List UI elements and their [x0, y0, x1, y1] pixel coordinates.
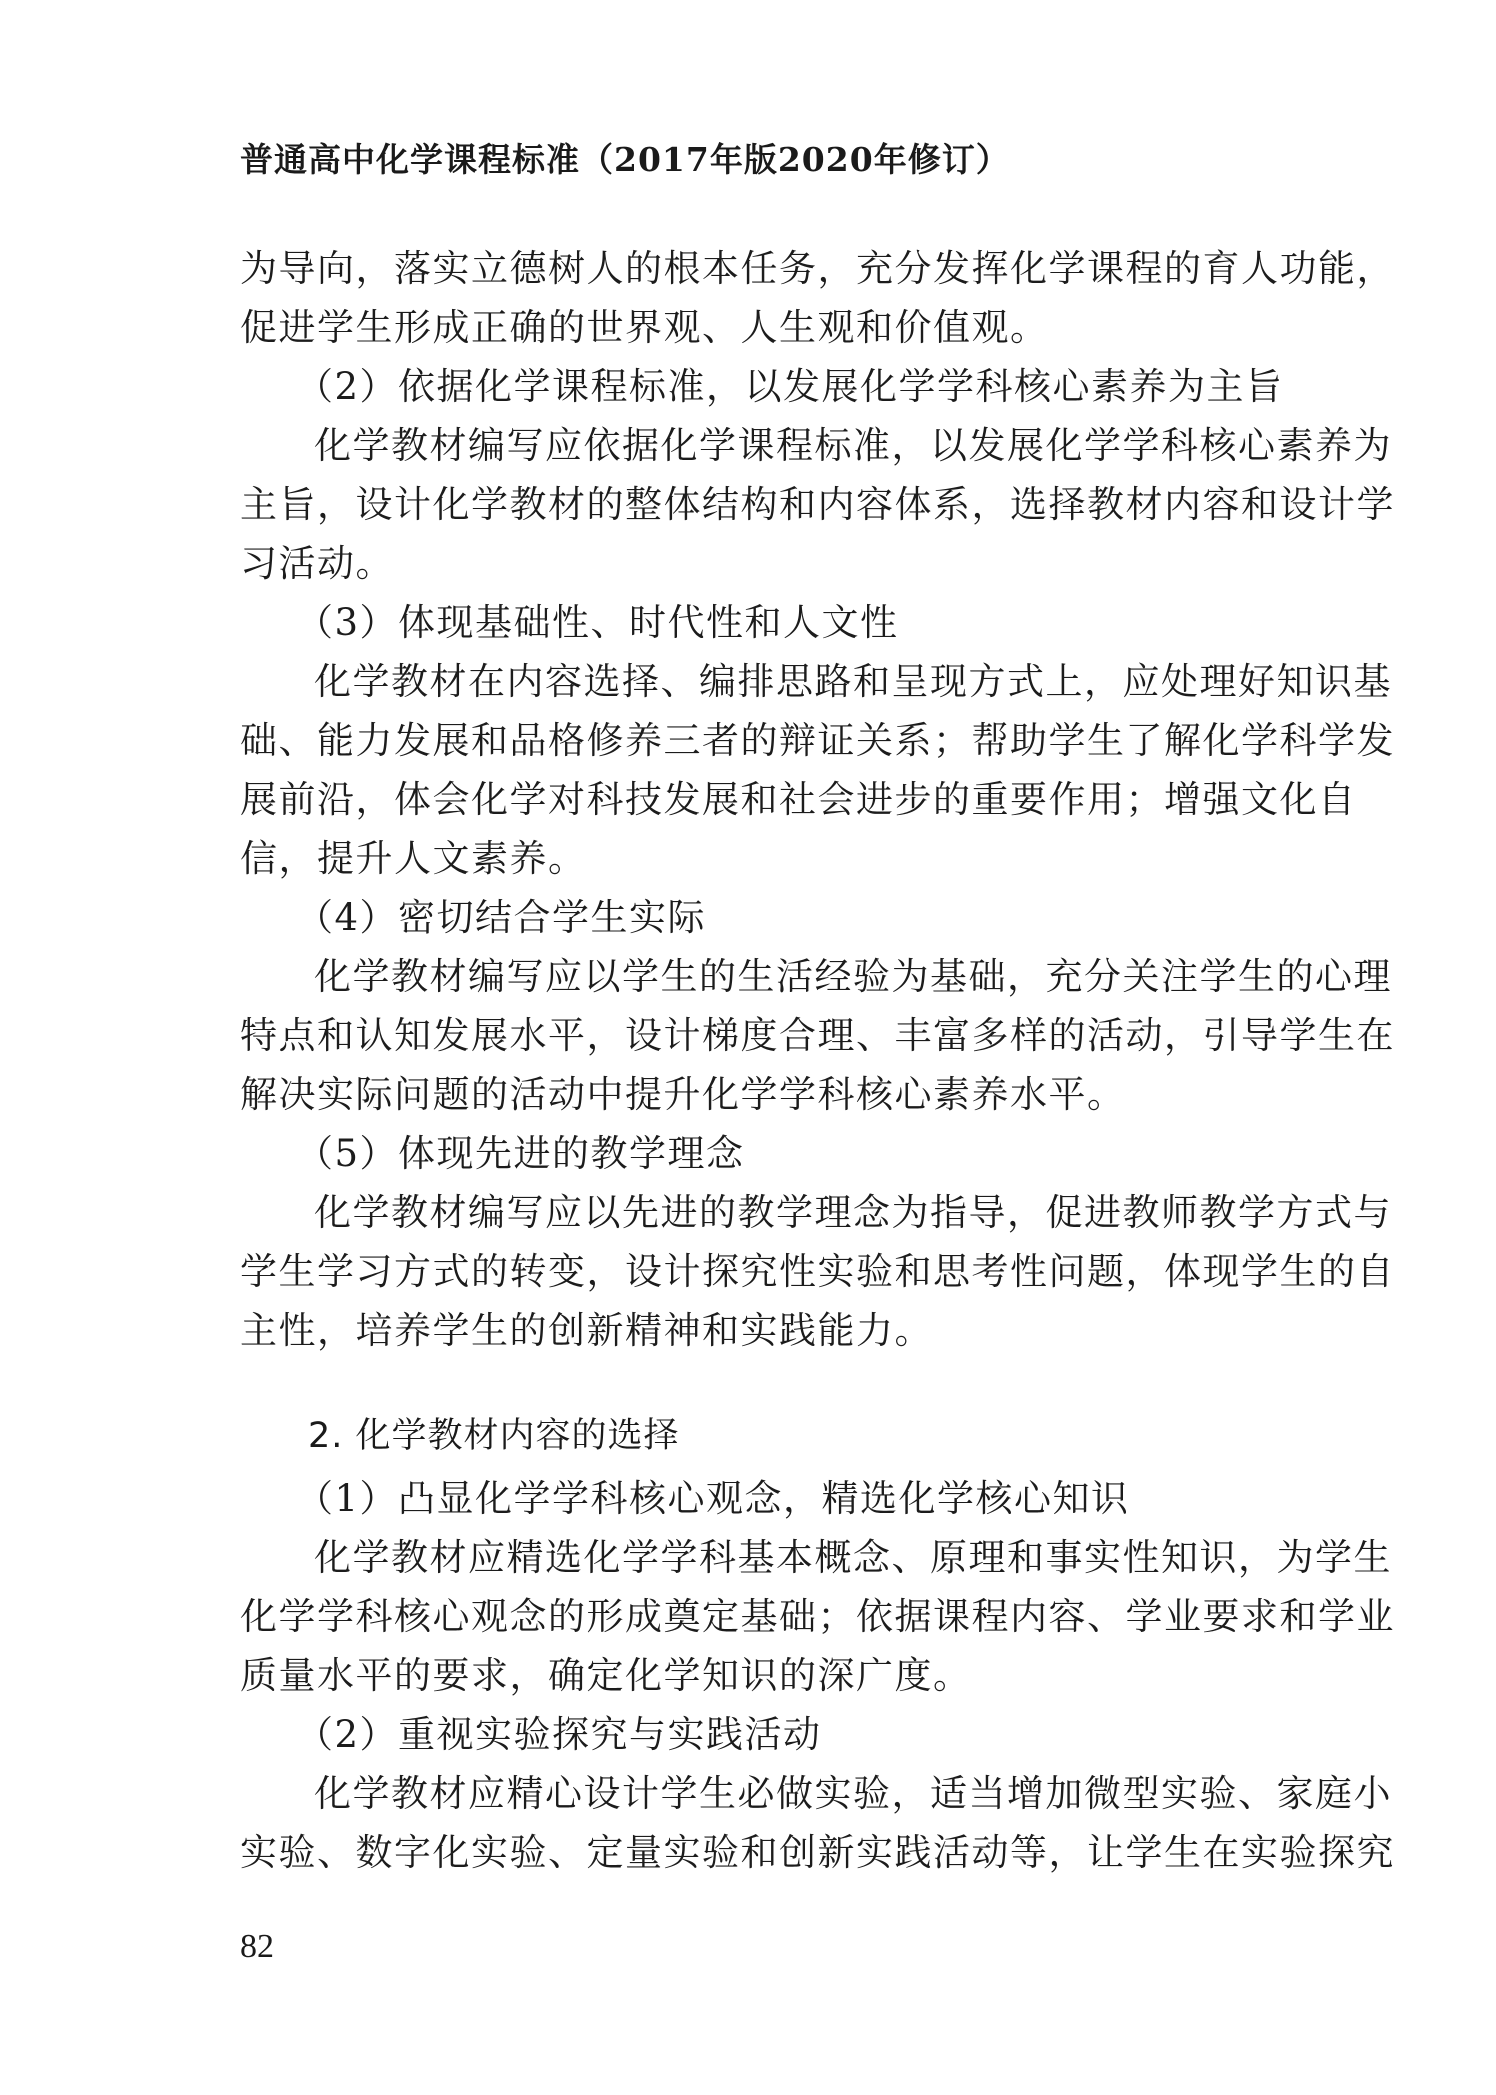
paragraph-line: 化学教材编写应依据化学课程标准，以发展化学学科核心素养为: [314, 424, 1392, 467]
paragraph-line: 主旨，设计化学教材的整体结构和内容体系，选择教材内容和设计学: [240, 483, 1395, 526]
paragraph-line: 化学教材编写应以先进的教学理念为指导，促进教师教学方式与: [314, 1191, 1392, 1234]
body-text: [240, 239, 1395, 1882]
paragraph-line: 化学教材编写应以学生的生活经验为基础，充分关注学生的心理: [314, 955, 1392, 998]
paragraph-line: 化学教材在内容选择、编排思路和呈现方式上，应处理好知识基: [314, 660, 1392, 703]
page-number: 82: [240, 1928, 274, 1965]
paragraph-line: 主性，培养学生的创新精神和实践能力。: [240, 1309, 933, 1352]
section-spacer: [240, 1360, 1256, 1404]
paragraph-line: 学生学习方式的转变，设计探究性实验和思考性问题，体现学生的自: [240, 1250, 1395, 1293]
paragraph-line: 解决实际问题的活动中提升化学学科核心素养水平。: [240, 1073, 1126, 1116]
paragraph-line: 化学学科核心观念的形成奠定基础；依据课程内容、学业要求和学业: [240, 1595, 1395, 1638]
subsection-heading: （5）体现先进的教学理念: [296, 1132, 745, 1175]
subsection-heading: （3）体现基础性、时代性和人文性: [296, 601, 899, 644]
paragraph-line: 质量水平的要求，确定化学知识的深广度。: [240, 1654, 972, 1697]
paragraph-line: 促进学生形成正确的世界观、人生观和价值观。: [240, 306, 1049, 349]
subsection-heading: （2）重视实验探究与实践活动: [296, 1713, 822, 1756]
paragraph-line: 习活动。: [240, 542, 394, 585]
paragraph-line: 化学教材应精心设计学生必做实验，适当增加微型实验、家庭小: [314, 1772, 1392, 1815]
subsection-heading: （1）凸显化学学科核心观念，精选化学核心知识: [296, 1477, 1130, 1520]
section-heading: 2. 化学教材内容的选择: [308, 1416, 680, 1456]
subsection-heading: （4）密切结合学生实际: [296, 896, 707, 939]
paragraph-line: 化学教材应精选化学学科基本概念、原理和事实性知识，为学生: [314, 1536, 1392, 1579]
paragraph-line: 实验、数字化实验、定量实验和创新实践活动等，让学生在实验探究: [240, 1831, 1395, 1874]
paragraph-line: 特点和认知发展水平，设计梯度合理、丰富多样的活动，引导学生在: [240, 1014, 1395, 1057]
paragraph-line: 信，提升人文素养。: [240, 837, 587, 880]
subsection-heading: （2）依据化学课程标准，以发展化学学科核心素养为主旨: [296, 365, 1284, 408]
paragraph-line: 展前沿，体会化学对科技发展和社会进步的重要作用；增强文化自: [240, 778, 1357, 821]
paragraph-line: 为导向，落实立德树人的根本任务，充分发挥化学课程的育人功能，: [240, 247, 1395, 290]
paragraph-line: 础、能力发展和品格修养三者的辩证关系；帮助学生了解化学科学发: [240, 719, 1395, 762]
running-head-title: 普通高中化学课程标准（2017年版2020年修订）: [240, 140, 1010, 179]
